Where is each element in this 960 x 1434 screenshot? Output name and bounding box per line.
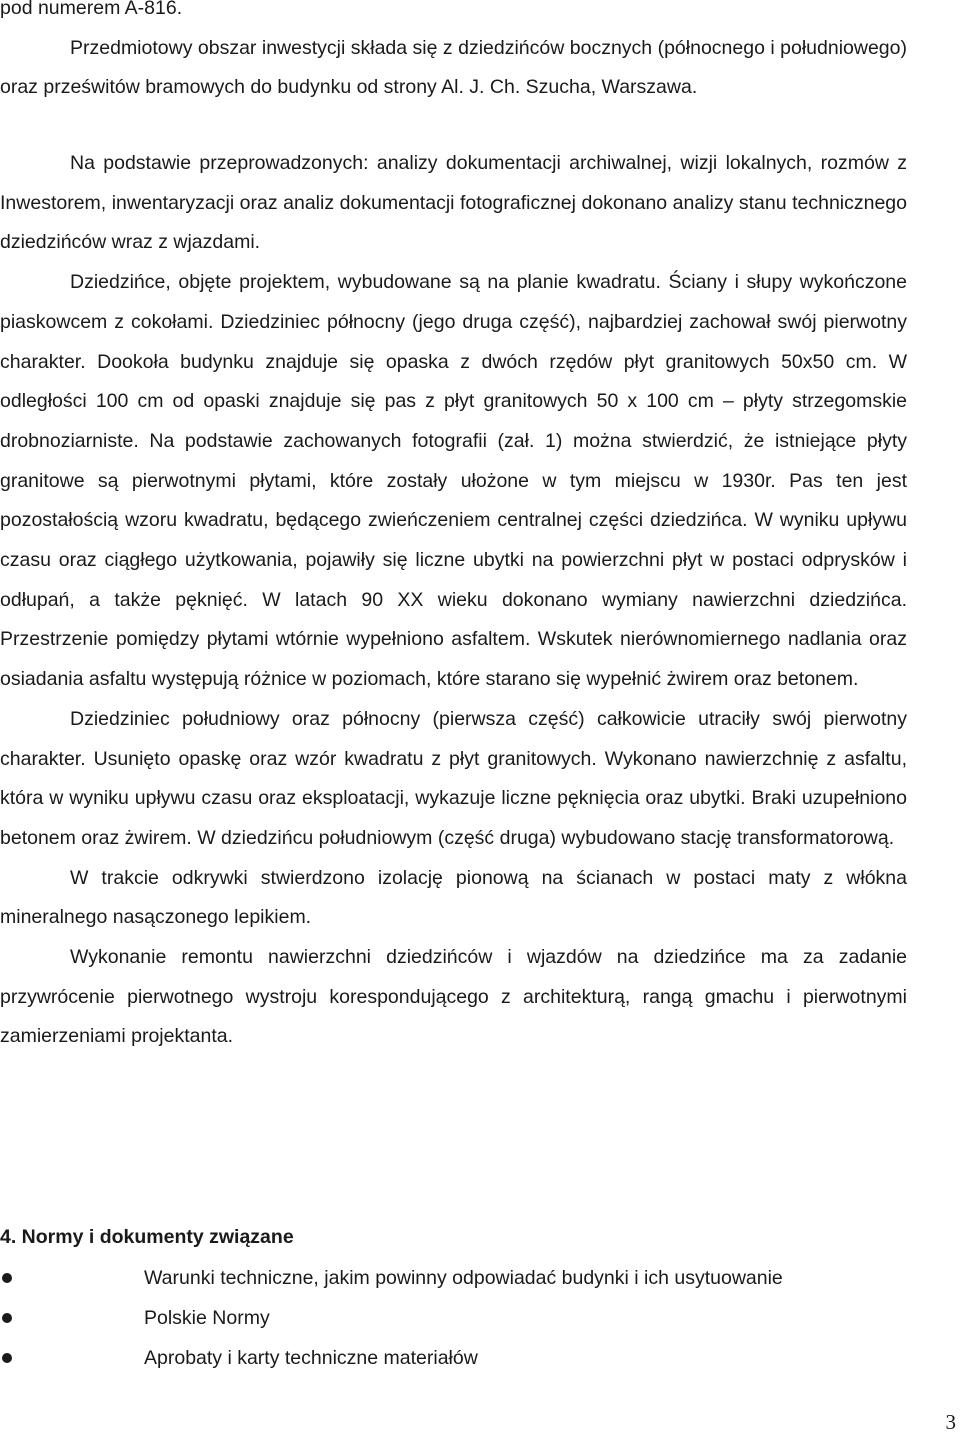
paragraph-south-courtyard: Dziedziniec południowy oraz północny (pierwsza część) całkowicie utraciły swój pierwotny charakter. Usunięto opaskę oraz wzór kwadratu z płyt granitowych. Wykonano nawierzchnię z asfaltu, która w wyniku upływu czasu oraz eksploatacji, wykazuje liczne pęknięcia oraz ubytki. Braki uzupełniono betonem oraz żwirem. W dziedzińcu południowym (część druga) wybudowano stację transformatorową. xyxy=(0,707,907,849)
list-item xyxy=(0,1304,907,1344)
bullet-icon xyxy=(2,1313,12,1323)
paragraph-courtyards-description: Dziedzińce, objęte projektem, wybudowane są na planie kwadratu. Ściany i słupy wykończone piaskowcem z cokołami. Dziedziniec północny (jego druga część), najbardziej zachował swój pierwotny charakter. Dookoła budynku znajduje się opaska z dwóch rzędów płyt granitowych 50x50 cm. W odległości 100 cm od opaski znajduje się pas z płyt granitowych 50 x 100 cm – płyty strzegomskie drobnoziarniste. Na podstawie zachowanych fotografii (zał. 1) można stwierdzić, że istniejące płyty granitowe są pierwotnymi płytami, które zostały ułożone w tym miejscu w 1930r. Pas ten jest pozostałością wzoru kwadratu, będącego zwieńczeniem centralnej części dziedzińca. W wyniku upływu czasu oraz ciągłego użytkowania, pojawiły się liczne ubytki na powierzchni płyt w postaci odprysków i odłupań, a także pęknięć. W latach 90 XX wieku dokonano wymiany nawierzchni dziedzińca. Przestrzenie pomiędzy płytami wtórnie wypełniono asfaltem. Wskutek nierównomiernego nadlania oraz osiadania asfaltu występują różnice w poziomach, które starano się wypełnić żwirem oraz betonem. xyxy=(0,271,907,691)
paragraph-insulation: W trakcie odkrywki stwierdzono izolację pionową na ścianach w postaci maty z włókna mineralnego nasączonego lepikiem. xyxy=(0,866,907,929)
section-heading: 4. Normy i dokumenty związane xyxy=(0,1226,294,1248)
page-number: 3 xyxy=(945,1410,956,1434)
body-text xyxy=(0,144,907,1057)
list-item-text: Aprobaty i karty techniczne materiałów xyxy=(144,1347,478,1369)
list-item xyxy=(0,1264,907,1304)
list-item-text: Polskie Normy xyxy=(144,1307,270,1329)
bullet-icon xyxy=(2,1353,12,1363)
intro-fragment xyxy=(0,0,907,108)
paragraph-investment-area: Przedmiotowy obszar inwestycji składa się z dziedzińców bocznych (północnego i południowego) oraz prześwitów bramowych do budynku od strony Al. J. Ch. Szucha, Warszawa. xyxy=(0,36,907,99)
paragraph-renovation-goal: Wykonanie remontu nawierzchni dziedzińców i wjazdów na dziedzińce ma za zadanie przywrócenie pierwotnego wystroju korespondującego z architekturą, rangą gmachu i pierwotnymi zamierzeniami projektanta. xyxy=(0,946,907,1048)
paragraph-analysis: Na podstawie przeprowadzonych: analizy dokumentacji archiwalnej, wizji lokalnych, rozmów z Inwestorem, inwentaryzacji oraz analiz dokumentacji fotograficznej dokonano analizy stanu technicznego dziedzińców wraz z wjazdami. xyxy=(0,152,907,254)
bullet-icon xyxy=(2,1273,12,1283)
fragment-line: pod numerem A-816. xyxy=(0,0,183,19)
list-item-text: Warunki techniczne, jakim powinny odpowiadać budynki i ich usytuowanie xyxy=(144,1267,783,1289)
list-item xyxy=(0,1344,907,1384)
standards-list xyxy=(0,1264,907,1384)
